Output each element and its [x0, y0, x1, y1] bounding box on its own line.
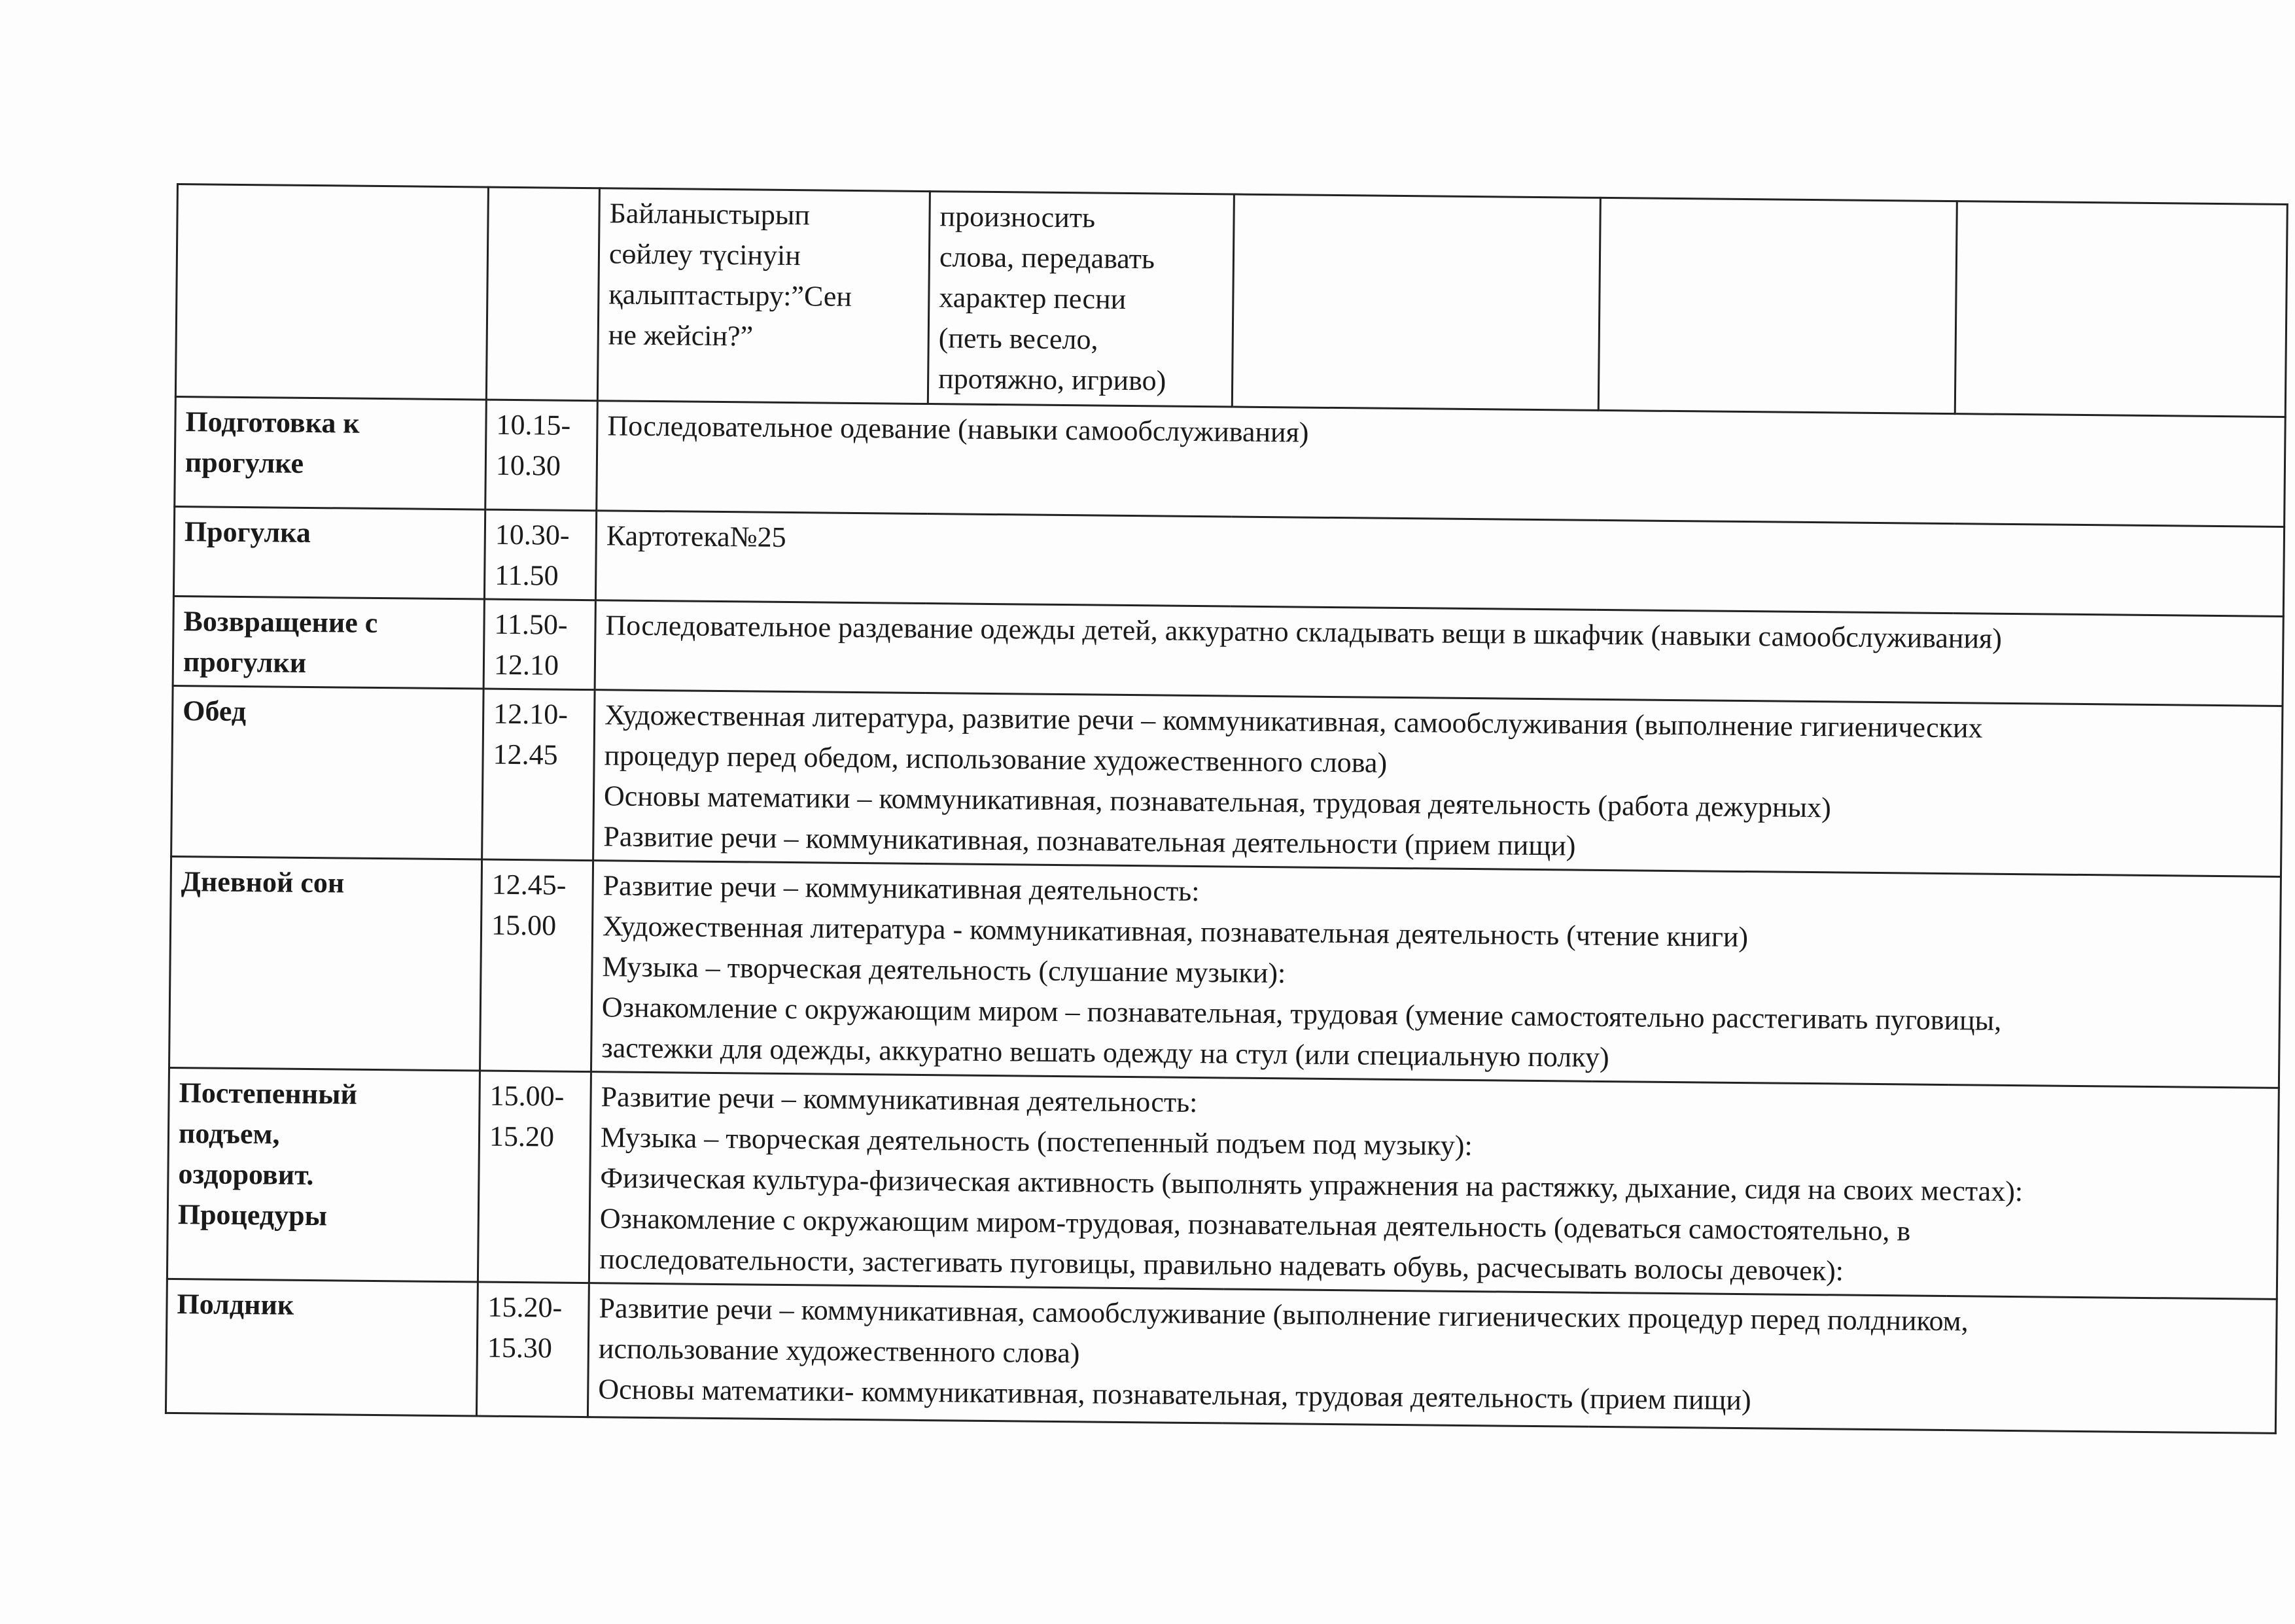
time-cell	[482, 689, 595, 861]
top-row	[175, 184, 2287, 417]
activity-label	[173, 506, 485, 599]
top-label-cell	[175, 184, 488, 400]
time-line: 11.50-	[494, 608, 568, 641]
ru-text-line: протяжно, игриво)	[937, 362, 1166, 397]
content-cell	[587, 1283, 2277, 1434]
label-line: Полдник	[177, 1288, 294, 1321]
label-line: Процедуры	[177, 1198, 328, 1232]
label-line: оздоровит.	[178, 1158, 314, 1192]
time-line: 11.50	[495, 559, 559, 592]
kz-text-line: сөйлеу түсінуін	[608, 237, 801, 272]
label-line: прогулке	[184, 446, 304, 479]
content-line: застежки для одежды, аккуратно вешать одежду на стул (или специальную полку)	[601, 1031, 1609, 1074]
time-line: 15.20-	[487, 1290, 563, 1324]
time-cell	[484, 510, 596, 600]
activity-label	[167, 1067, 480, 1282]
content-line: использование художественного слова)	[598, 1332, 1080, 1370]
top-empty-cell	[1955, 201, 2287, 417]
content-cell	[597, 401, 2285, 527]
kz-text-line: қалыптастыру:”Сен	[608, 278, 852, 313]
time-line: 15.20	[489, 1120, 555, 1153]
label-line: Обед	[183, 695, 247, 728]
time-cell	[485, 400, 598, 511]
top-empty-cell	[1598, 198, 1957, 413]
content-cell	[589, 1072, 2279, 1300]
content-line: Последовательное одевание (навыки самообслуживания)	[607, 409, 1309, 449]
schedule-row-lunch	[171, 685, 2283, 876]
label-line: Прогулка	[184, 515, 311, 549]
time-line: 10.30	[495, 449, 561, 482]
kz-text-line: не жейсін?”	[608, 319, 754, 353]
content-line: процедур перед обедом, использование художественного слова)	[604, 739, 1388, 779]
time-line: 10.15-	[496, 408, 571, 441]
content-line: Физическая культура-физическая активность (выполнять упражнения на растяжку, дыхание, сидя на своих местах):	[600, 1162, 2023, 1208]
time-line: 12.45	[493, 738, 558, 771]
schedule-page	[165, 183, 2288, 1434]
content-line: Художественная литература - коммуникативная, познавательная деятельность (чтение книги)	[602, 910, 1749, 954]
ru-text-line: (петь весело,	[938, 322, 1098, 356]
top-time-cell	[486, 187, 599, 401]
time-line: 12.45-	[491, 868, 567, 901]
kz-text-line: Байланыстырып	[609, 197, 811, 232]
activity-label	[173, 596, 484, 689]
content-cell	[593, 690, 2283, 877]
content-cell	[591, 861, 2281, 1088]
content-line: Основы математики – коммуникативная, познавательная, трудовая деятельность (работа дежурных)	[603, 780, 1831, 824]
time-cell	[480, 859, 593, 1072]
content-line: Художественная литература, развитие речи – коммуникативная, самообслуживания (выполнение гигиенических	[604, 699, 1983, 744]
activity-label	[171, 685, 483, 859]
time-cell	[478, 1071, 591, 1283]
time-cell	[476, 1282, 589, 1417]
schedule-row-snack	[166, 1279, 2277, 1433]
label-line: Дневной сон	[181, 865, 345, 899]
top-empty-cell	[1232, 194, 1600, 410]
activity-label	[166, 1279, 478, 1416]
time-line: 15.30	[487, 1331, 553, 1364]
content-line: Развитие речи – коммуникативная, самообслуживание (выполнение гигиенических процедур перед полдником,	[599, 1292, 1969, 1338]
content-line: Картотека№25	[606, 519, 786, 553]
label-line: Постепенный	[179, 1077, 358, 1111]
activity-label	[175, 396, 487, 510]
content-line: Ознакомление с окружающим миром-трудовая, познавательная деятельность (одеваться самостоятельно, в	[599, 1202, 1911, 1247]
ru-text-line: характер песни	[939, 281, 1127, 315]
content-line: Развитие речи – коммуникативная, познавательная деятельности (прием пищи)	[603, 820, 1576, 862]
time-cell	[483, 599, 595, 690]
label-line: Возвращение с	[183, 605, 378, 639]
content-line: Основы математики- коммуникативная, познавательная, трудовая деятельность (прием пищи)	[598, 1373, 1751, 1417]
schedule-body	[166, 184, 2287, 1434]
schedule-row-walk-prep	[175, 396, 2285, 527]
activity-label	[169, 856, 482, 1071]
time-line: 12.10-	[493, 697, 569, 731]
content-line: Музыка – творческая деятельность (слушание музыки):	[602, 950, 1286, 990]
content-cell	[595, 600, 2283, 706]
time-line: 15.00-	[489, 1079, 565, 1113]
ru-text-line: произносить	[939, 200, 1096, 234]
content-line: Последовательное раздевание одежды детей, аккуратно складывать вещи в шкафчик (навыки самообслуживания)	[605, 609, 2003, 655]
daily-schedule-table	[165, 183, 2288, 1434]
top-ru-cell	[928, 192, 1234, 407]
content-line: Развитие речи – коммуникативная деятельность:	[601, 1080, 1198, 1119]
schedule-row-nap	[169, 856, 2281, 1088]
content-line: Развитие речи – коммуникативная деятельность:	[603, 869, 1200, 908]
label-line: Подготовка к	[185, 406, 360, 440]
content-line: последовательности, застегивать пуговицы, правильно надевать обувь, расчесывать волосы девочек):	[599, 1243, 1844, 1287]
time-line: 12.10	[493, 648, 559, 682]
schedule-row-wake-up	[167, 1067, 2279, 1299]
time-line: 15.00	[491, 908, 557, 942]
content-cell	[595, 511, 2284, 617]
label-line: подъем,	[178, 1117, 280, 1150]
label-line: прогулки	[183, 646, 307, 679]
time-line: 10.30-	[495, 518, 570, 551]
top-kz-cell	[597, 188, 930, 404]
content-line: Музыка – творческая деятельность (постепенный подъем под музыку):	[600, 1121, 1473, 1162]
ru-text-line: слова, передавать	[939, 241, 1155, 275]
content-line: Ознакомление с окружающим миром – познавательная, трудовая (умение самостоятельно расстегивать пуговицы,	[601, 991, 2002, 1037]
